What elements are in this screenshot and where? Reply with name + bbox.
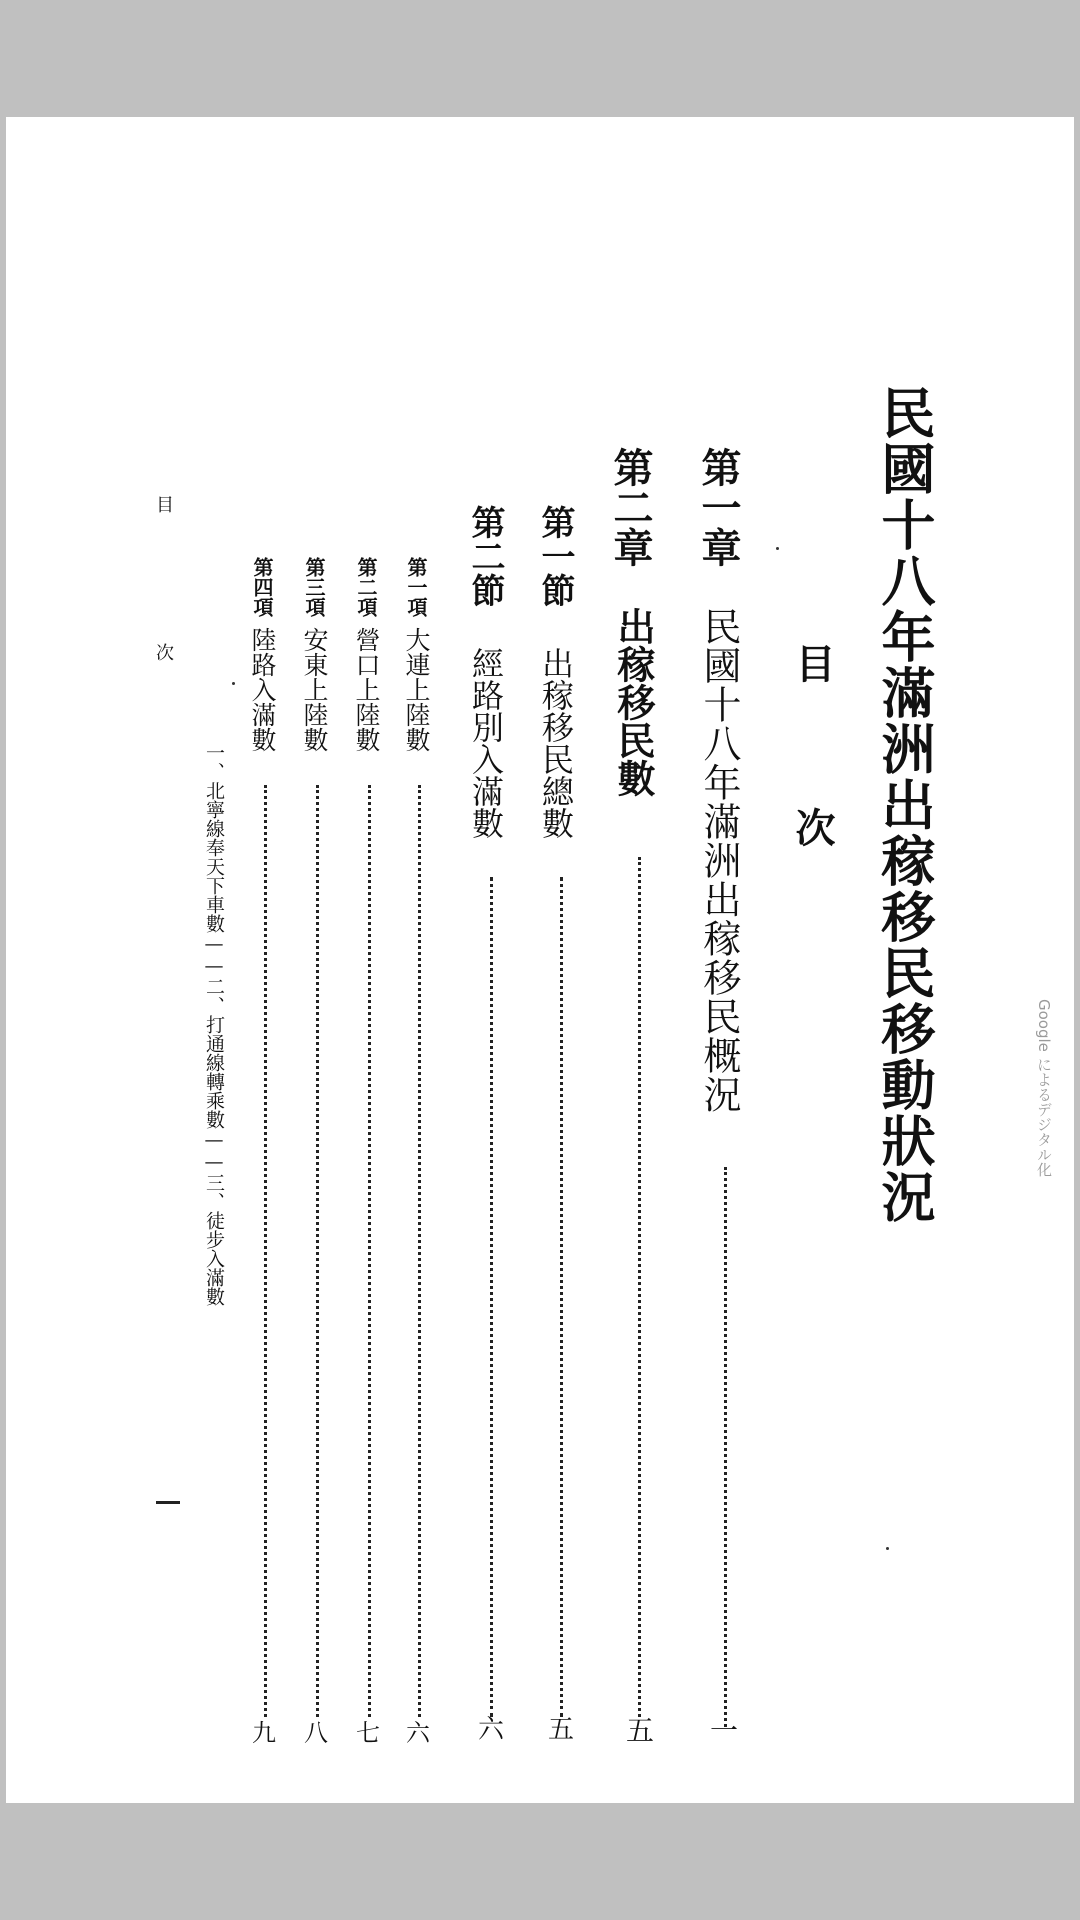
scan-speck [776, 547, 779, 550]
subitem-1: 一、北寧線奉天下車數 [203, 743, 225, 933]
toc-entry-section-2: 經路別入滿數 [467, 647, 505, 839]
digitization-watermark: Google によるデジタル化 [1035, 999, 1053, 1177]
toc-label-item-2: 第二項 [354, 557, 378, 617]
leader-dots [490, 877, 493, 1717]
toc-label-chapter-1: 第一章 [695, 447, 742, 567]
toc-entry-chapter-2: 出稼移民數 [611, 607, 656, 797]
toc-page-item-4: 九 [252, 1719, 276, 1747]
toc-label-section-1: 第一節 [535, 505, 575, 607]
folio-mark [156, 1501, 180, 1504]
toc-page-chapter-2: 五 [626, 1714, 655, 1747]
scan-speck [886, 1547, 889, 1550]
toc-entry-item-3: 安東上陸數 [300, 627, 329, 752]
toc-subitems [204, 743, 223, 1306]
toc-entry-item-4: 陸路入滿數 [248, 627, 277, 752]
leader-dots [368, 785, 371, 1717]
leader-dots [316, 785, 319, 1717]
toc-page-item-3: 八 [304, 1719, 328, 1747]
toc-entry-item-2: 營口上陸數 [352, 627, 381, 752]
toc-page-chapter-1: 一 [710, 1714, 739, 1747]
toc-page-item-1: 六 [406, 1719, 430, 1747]
subitem-dash-2: —— [203, 1129, 225, 1173]
subitem-3: 三、徒步入滿數 [203, 1173, 225, 1306]
toc-page-section-1: 五 [548, 1715, 575, 1745]
leader-dots [560, 877, 563, 1717]
document-title: 民國十八年滿洲出稼移民移動狀況 [873, 385, 937, 1225]
leader-dots [418, 785, 421, 1717]
running-head-char-1: 目 [153, 495, 174, 513]
toc-label-chapter-2: 第二章 [607, 447, 654, 567]
scan-speck [232, 682, 235, 685]
toc-page-section-2: 六 [478, 1715, 505, 1745]
toc-heading-char-2: 次 [789, 807, 836, 847]
toc-heading-char-1: 目 [789, 643, 836, 683]
toc-label-item-3: 第三項 [302, 557, 326, 617]
toc-label-item-4: 第四項 [250, 557, 274, 617]
running-head-char-2: 次 [153, 643, 174, 661]
subitem-2: 二、打通線轉乘數 [203, 977, 225, 1129]
subitem-dash-1: —— [203, 933, 225, 977]
leader-dots [264, 785, 267, 1717]
toc-entry-chapter-1: 民國十八年滿洲出稼移民概況 [697, 607, 741, 1114]
leader-dots [724, 1167, 727, 1727]
leader-dots [638, 857, 641, 1717]
toc-entry-section-1: 出稼移民總數 [537, 647, 575, 839]
toc-label-item-1: 第一項 [404, 557, 428, 617]
scanned-page [6, 117, 1074, 1803]
toc-entry-item-1: 大連上陸數 [402, 627, 431, 752]
toc-page-item-2: 七 [356, 1719, 380, 1747]
toc-label-section-2: 第二節 [465, 505, 505, 607]
